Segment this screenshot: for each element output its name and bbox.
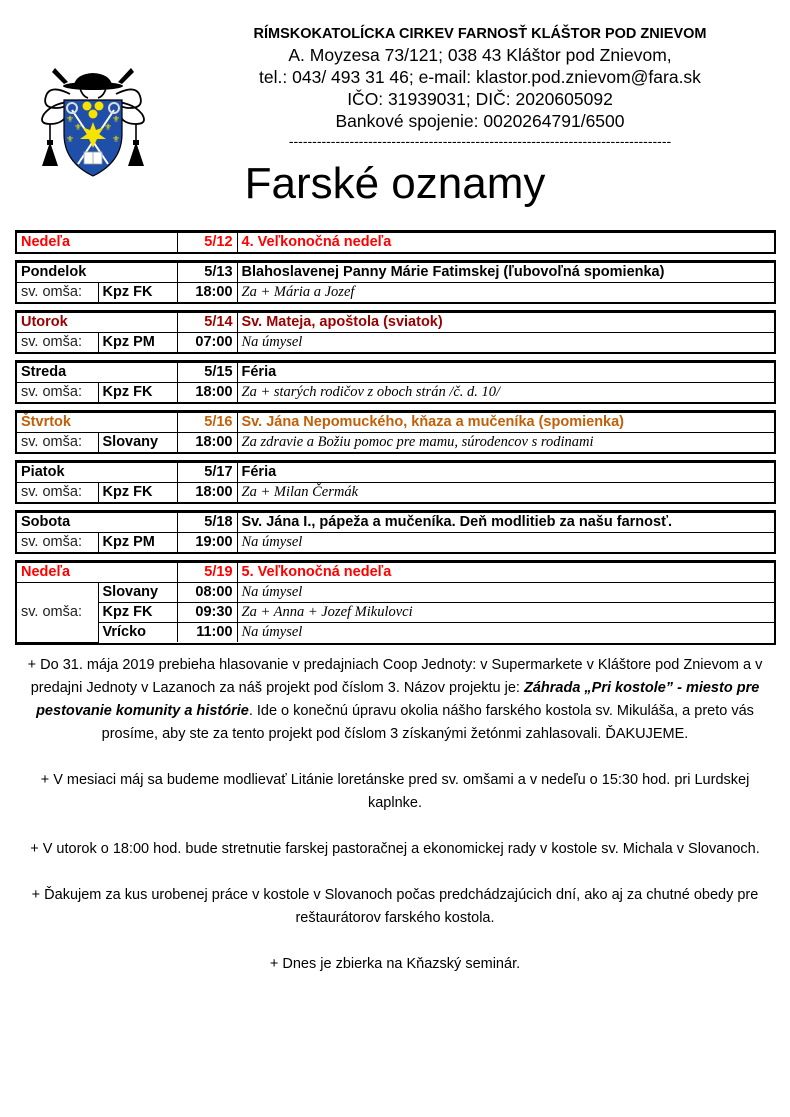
day-block <box>15 310 776 354</box>
announcement-text: + Dnes je zbierka na Kňazský seminár. <box>269 956 521 972</box>
mass-time: 08:00 <box>177 583 237 603</box>
address: A. Moyzesa 73/121; 038 43 Kláštor pod Znievom, <box>288 45 672 65</box>
separator-line: ---------------------------------------------------------------------------------- <box>288 133 672 149</box>
day-date: 5/16 <box>177 413 237 433</box>
mass-row <box>17 533 774 553</box>
mass-label: sv. omša: <box>17 533 98 553</box>
day-name: Nedeľa <box>17 233 177 253</box>
announcement <box>25 838 765 861</box>
announcement <box>25 884 765 930</box>
day-header-row <box>17 513 774 533</box>
svg-text:⚜: ⚜ <box>74 123 83 133</box>
mass-label: sv. omša: <box>17 483 98 503</box>
mass-intention: Na úmysel <box>237 583 774 603</box>
mass-intention: Za + Milan Čermák <box>237 483 774 503</box>
day-header-row <box>17 263 774 283</box>
bank-account: Bankové spojenie: 0020264791/6500 <box>335 111 625 131</box>
mass-time: 18:00 <box>177 433 237 453</box>
mass-intention: Na úmysel <box>237 333 774 353</box>
mass-place: Kpz PM <box>98 333 177 353</box>
announcement <box>25 953 765 976</box>
day-block <box>15 510 776 554</box>
day-block <box>15 410 776 454</box>
day-name: Utorok <box>17 313 177 333</box>
announcement-text: + Do 31. mája 2019 prebieha hlasovanie v predajniach Coop Jednoty: v Supermarkete v Kláštore pod Znievom a v predajni Jednoty v Lazanoch za náš projekt pod číslom 3. Názov projektu je: <box>27 657 763 696</box>
mass-time: 19:00 <box>177 533 237 553</box>
liturgical-celebration: 4. Veľkonočná nedeľa <box>237 233 774 253</box>
liturgical-celebration: Sv. Jána I., pápeža a mučeníka. Deň modlitieb za našu farnosť. <box>237 513 774 533</box>
mass-row <box>17 283 774 303</box>
page-title: Farské oznamy <box>244 159 546 208</box>
mass-label: sv. omša: <box>17 583 98 643</box>
mass-intention: Na úmysel <box>237 533 774 553</box>
day-name: Štvrtok <box>17 413 177 433</box>
day-header-row <box>17 413 774 433</box>
liturgical-celebration: Féria <box>237 463 774 483</box>
liturgical-celebration: 5. Veľkonočná nedeľa <box>237 563 774 583</box>
day-header-row <box>17 563 774 583</box>
mass-row <box>17 623 774 643</box>
announcement <box>25 769 765 815</box>
mass-row <box>17 603 774 623</box>
mass-time: 11:00 <box>177 623 237 643</box>
day-header-row <box>17 233 774 253</box>
mass-place: Kpz PM <box>98 533 177 553</box>
day-header-row <box>17 313 774 333</box>
mass-place: Kpz FK <box>98 603 177 623</box>
day-date: 5/18 <box>177 513 237 533</box>
mass-place: Kpz FK <box>98 483 177 503</box>
mass-row <box>17 333 774 353</box>
parish-header <box>210 24 750 148</box>
liturgical-celebration: Blahoslavenej Panny Márie Fatimskej (ľubovoľná spomienka) <box>237 263 774 283</box>
liturgical-celebration: Féria <box>237 363 774 383</box>
svg-text:⚜: ⚜ <box>112 115 121 125</box>
day-name: Sobota <box>17 513 177 533</box>
mass-intention: Za + Mária a Jozef <box>237 283 774 303</box>
announcement <box>25 654 765 746</box>
tax-ids: IČO: 31939031; DIČ: 2020605092 <box>347 89 613 109</box>
mass-time: 18:00 <box>177 483 237 503</box>
day-name: Piatok <box>17 463 177 483</box>
day-name: Nedeľa <box>17 563 177 583</box>
announcement-text: + V utorok o 18:00 hod. bude stretnutie farskej pastoračnej a ekonomickej rady v kostole sv. Michala v Slovanoch. <box>30 841 760 857</box>
mass-row <box>17 483 774 503</box>
day-block <box>15 560 776 645</box>
day-date: 5/17 <box>177 463 237 483</box>
mass-time: 09:30 <box>177 603 237 623</box>
day-date: 5/12 <box>177 233 237 253</box>
mass-label: sv. omša: <box>17 283 98 303</box>
mass-label: sv. omša: <box>17 433 98 453</box>
day-block <box>15 360 776 404</box>
day-block <box>15 230 776 254</box>
svg-text:⚜: ⚜ <box>66 115 75 125</box>
mass-place: Kpz FK <box>98 383 177 403</box>
mass-row <box>17 433 774 453</box>
organization-name: RÍMSKOKATOLÍCKA CIRKEV FARNOSŤ KLÁŠTOR POD ZNIEVOM <box>253 26 707 42</box>
mass-time: 07:00 <box>177 333 237 353</box>
day-date: 5/14 <box>177 313 237 333</box>
day-block <box>15 260 776 304</box>
mass-label: sv. omša: <box>17 333 98 353</box>
project-name: Záhrada „Pri kostole” - miesto pre pestovanie komunity a histórie <box>36 680 760 719</box>
mass-intention: Za + Anna + Jozef Mikulovci <box>237 603 774 623</box>
mass-intention: Za + starých rodičov z oboch strán /č. d. 10/ <box>237 383 774 403</box>
day-block <box>15 460 776 504</box>
announcement-text: + V mesiaci máj sa budeme modlievať Litánie loretánske pred sv. omšami a v nedeľu o 15:30 hod. pri Lurdskej kaplnke. <box>40 772 750 811</box>
svg-text:⚜: ⚜ <box>104 123 113 133</box>
mass-label: sv. omša: <box>17 383 98 403</box>
mass-time: 18:00 <box>177 283 237 303</box>
mass-place: Slovany <box>98 433 177 453</box>
contact-info: tel.: 043/ 493 31 46; e-mail: klastor.pod.znievom@fara.sk <box>259 67 701 87</box>
mass-place: Vrícko <box>98 623 177 643</box>
day-name: Pondelok <box>17 263 177 283</box>
liturgical-celebration: Sv. Jána Nepomuckého, kňaza a mučeníka (spomienka) <box>237 413 774 433</box>
day-date: 5/19 <box>177 563 237 583</box>
mass-row <box>17 583 774 603</box>
mass-intention: Za zdravie a Božiu pomoc pre mamu, súrodencov s rodinami <box>237 433 774 453</box>
mass-row <box>17 383 774 403</box>
announcements <box>25 654 765 999</box>
day-header-row <box>17 363 774 383</box>
announcement-text: . Ide o konečnú úpravu okolia nášho farského kostola sv. Mikuláša, a preto vás prosíme, aby ste za tento projekt pod číslom 3 získanými žetónmi zahlasovali. ĎAKUJEME. <box>101 703 754 742</box>
mass-place: Kpz FK <box>98 283 177 303</box>
svg-text:⚜: ⚜ <box>112 135 121 145</box>
svg-text:⚜: ⚜ <box>66 135 75 145</box>
announcement-text: + Ďakujem za kus urobenej práce v kostole v Slovanoch počas predchádzajúcich dní, ako aj za chutné obedy pre reštaurátorov farského kostola. <box>31 887 759 926</box>
day-header-row <box>17 463 774 483</box>
mass-time: 18:00 <box>177 383 237 403</box>
day-date: 5/15 <box>177 363 237 383</box>
day-date: 5/13 <box>177 263 237 283</box>
mass-place: Slovany <box>98 583 177 603</box>
mass-intention: Na úmysel <box>237 623 774 643</box>
day-name: Streda <box>17 363 177 383</box>
liturgical-celebration: Sv. Mateja, apoštola (sviatok) <box>237 313 774 333</box>
